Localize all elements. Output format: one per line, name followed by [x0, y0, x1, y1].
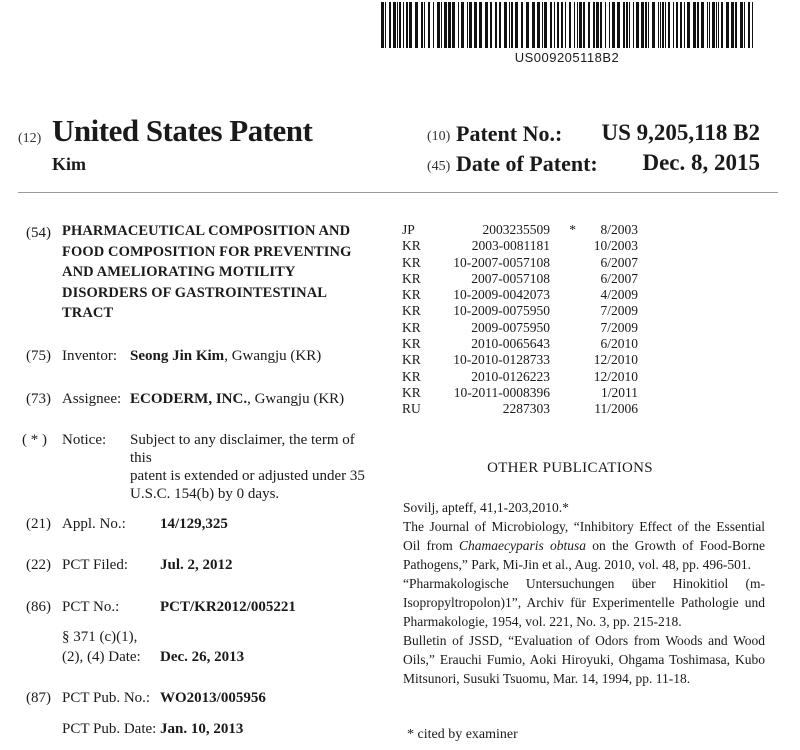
other-publications-list: [403, 498, 765, 688]
citation-row: [402, 352, 638, 368]
cited-by-examiner-note: * cited by examiner: [407, 727, 518, 742]
inventor-location: , Gwangju (KR): [224, 348, 322, 364]
citation-row: [402, 401, 638, 417]
citation-number: 10-2007-0057108: [453, 254, 550, 270]
citation-date: 4/2009: [600, 287, 638, 303]
citation-number: 2003235509: [482, 222, 550, 237]
citation-date: 1/2011: [601, 384, 638, 400]
citation-mark: [550, 385, 576, 401]
citation-number: 10-2010-0128733: [453, 352, 550, 368]
citation-country: KR: [402, 287, 421, 303]
citation-country: KR: [402, 336, 421, 352]
citation-mark: [550, 401, 576, 417]
publication-entry: Bulletin of JSSD, “Evaluation of Odors from Woods and Wood Oils,” Erauchi Fumio, Aoki Hiroyuki, Ohgama Toshimasa, Kubo Mitsunori, Susuki Tsuomu, Mar. 14, 1994, pp. 11-18.: [403, 633, 765, 686]
citation-mark: [550, 336, 576, 352]
citation-row: [402, 238, 638, 254]
notice-text: [130, 431, 380, 503]
pct-pub-date-label: PCT Pub. Date:: [62, 721, 157, 737]
citation-date: 10/2003: [593, 238, 638, 254]
citation-row: [402, 287, 638, 303]
pct-pub-no-value: WO2013/005956: [160, 690, 266, 706]
invention-title-line: TRACT: [62, 305, 114, 321]
inventor-label: Inventor:: [62, 348, 117, 364]
citation-number: 10-2009-0042073: [453, 287, 550, 303]
citation-country: RU: [402, 401, 421, 417]
notice-label: Notice:: [62, 432, 107, 448]
citation-number: 2010-0126223: [471, 368, 550, 384]
assignee-entry: [130, 390, 344, 408]
citation-number: 2003-0081181: [471, 238, 550, 254]
code-87: (87): [26, 690, 51, 706]
notice-line: Subject to any disclaimer, the term of this: [130, 432, 355, 466]
code-12: (12): [18, 131, 42, 146]
patent-number: US 9,205,118 B2: [601, 120, 760, 145]
citation-mark: [550, 303, 576, 319]
publication-number: US009205118B2: [514, 50, 620, 65]
header-divider: [18, 192, 778, 193]
s371-date: Dec. 26, 2013: [160, 649, 245, 665]
invention-title-line: FOOD COMPOSITION FOR PREVENTING: [62, 243, 352, 260]
citation-country: KR: [402, 254, 421, 270]
publication-text: on the Growth of Food-Borne Pathogens,” Park, Mi-Jin et al., Aug. 2010, vol. 48, pp. 496-501.: [403, 538, 765, 572]
publication-text: The Journal of Microbiology, “Inhibitory Effect of the Essential Oil from: [403, 519, 765, 553]
code-22: (22): [26, 557, 51, 573]
code-21: (21): [26, 516, 51, 532]
publication-entry: “Pharmakologische Untersuchungen über Hinokitiol (m-Isopropyltropolon)1”, Archiv für Experimentelle Pathologie und Pharmakologie, 1954, vol. 221, No. 3, pp. 215-218.: [403, 576, 765, 629]
invention-title-line: DISORDERS OF GASTROINTESTINAL: [62, 284, 328, 301]
citation-country: KR: [402, 270, 421, 286]
citation-date: 12/2010: [593, 368, 638, 384]
citation-mark: [550, 271, 576, 287]
code-73: (73): [26, 391, 51, 407]
publication-entry: [403, 517, 765, 574]
pct-pub-date-value: Jan. 10, 2013: [160, 721, 244, 737]
s371-line1: § 371 (c)(1),: [62, 629, 138, 645]
citation-date: 8/2003: [600, 222, 638, 237]
citation-row: [402, 385, 638, 401]
citation-row: [402, 255, 638, 271]
code-86: (86): [26, 599, 51, 615]
publication-species-name: Chamaecyparis obtusa: [459, 538, 586, 553]
inventor-surname: Kim: [52, 154, 86, 174]
notice-line: U.S.C. 154(b) by 0 days.: [130, 486, 280, 502]
citation-row: [402, 336, 638, 352]
publication-entry: Sovilj, apteff, 41,1-203,2010.*: [403, 500, 569, 515]
citation-mark: [550, 369, 576, 385]
citation-row: [402, 271, 638, 287]
patent-no-label: Patent No.:: [456, 121, 563, 146]
citation-country: KR: [402, 384, 421, 400]
citation-country: KR: [402, 303, 421, 319]
citation-mark: *: [569, 222, 576, 237]
pct-no-value: PCT/KR2012/005221: [160, 599, 296, 615]
citation-date: 6/2010: [600, 336, 638, 352]
code-45: (45): [427, 159, 451, 174]
inventor-entry: [130, 347, 321, 365]
citation-row: [402, 369, 638, 385]
citation-number: 10-2009-0075950: [453, 303, 550, 319]
citation-country: JP: [402, 222, 415, 237]
citation-mark: [550, 255, 576, 271]
citation-country: KR: [402, 319, 421, 335]
citation-mark: [550, 320, 576, 336]
citation-date: 12/2010: [593, 352, 638, 368]
invention-title: [62, 221, 352, 324]
code-notice: ( * ): [22, 432, 47, 448]
date-of-patent: Dec. 8, 2015: [642, 150, 760, 175]
pct-filed-value: Jul. 2, 2012: [160, 557, 233, 573]
code-54: (54): [26, 225, 51, 241]
citation-country: KR: [402, 352, 421, 368]
invention-title-line: AND AMELIORATING MOTILITY: [62, 264, 296, 280]
pct-pub-no-label: PCT Pub. No.:: [62, 690, 151, 706]
citation-number: 2007-0057108: [471, 270, 550, 286]
notice-line: patent is extended or adjusted under 35: [130, 468, 365, 484]
appl-no-label: Appl. No.:: [62, 516, 126, 532]
assignee-name: ECODERM, INC.: [130, 391, 248, 407]
assignee-label: Assignee:: [62, 391, 122, 407]
citation-number: 10-2011-0008396: [453, 384, 550, 400]
date-of-patent-label: Date of Patent:: [456, 151, 598, 176]
citation-date: 11/2006: [594, 401, 638, 417]
citation-number: 2009-0075950: [471, 319, 550, 335]
citation-country: KR: [402, 238, 421, 254]
inventor-name: Seong Jin Kim: [130, 348, 225, 364]
citation-row: [402, 222, 638, 238]
citation-country: KR: [402, 368, 421, 384]
citation-row: [402, 320, 638, 336]
pct-filed-label: PCT Filed:: [62, 557, 128, 573]
citation-date: 7/2009: [600, 319, 638, 335]
assignee-location: , Gwangju (KR): [247, 391, 345, 407]
citation-mark: [550, 352, 576, 368]
citation-date: 7/2009: [600, 303, 638, 319]
code-75: (75): [26, 348, 51, 364]
citation-row: [402, 303, 638, 319]
citation-mark: [550, 238, 576, 254]
other-publications-heading: OTHER PUBLICATIONS: [487, 460, 653, 476]
pct-no-label: PCT No.:: [62, 599, 120, 615]
citation-number: 2287303: [502, 401, 550, 417]
foreign-patent-citations: [402, 222, 638, 418]
document-title: United States Patent: [52, 113, 313, 148]
code-10: (10): [427, 129, 451, 144]
citation-mark: [550, 287, 576, 303]
appl-no-value: 14/129,325: [160, 516, 228, 532]
s371-line2: (2), (4) Date:: [62, 649, 141, 665]
citation-number: 2010-0065643: [471, 336, 550, 352]
citation-date: 6/2007: [600, 270, 638, 286]
citation-date: 6/2007: [600, 254, 638, 270]
invention-title-line: PHARMACEUTICAL COMPOSITION AND: [62, 223, 351, 239]
barcode: [381, 2, 753, 48]
